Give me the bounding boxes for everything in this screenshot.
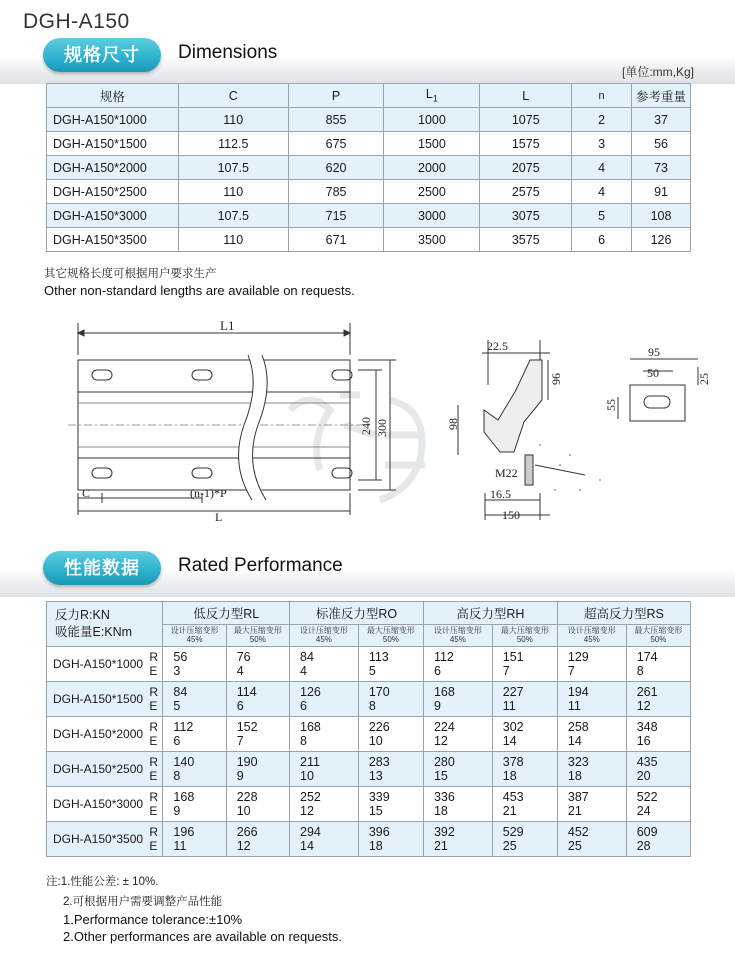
reaction-value: 283 <box>368 755 390 769</box>
performance-value-cell <box>423 717 492 752</box>
dimensions-model-cell: DGH-A150*3500 <box>47 228 179 252</box>
performance-row <box>47 752 691 787</box>
model-title: DGH-A150 <box>23 10 130 33</box>
energy-value: 11 <box>173 839 187 853</box>
performance-value-cell <box>492 682 557 717</box>
energy-value: 6 <box>433 664 441 678</box>
reaction-value: 339 <box>368 790 390 804</box>
dim-l1: L1 <box>220 318 235 333</box>
dimensions-value-cell: 2000 <box>384 156 480 180</box>
performance-value-cell <box>358 752 423 787</box>
energy-value: 10 <box>236 804 251 818</box>
reaction-value: 323 <box>567 755 589 769</box>
performance-value-cell <box>226 787 289 822</box>
reaction-letter: R <box>149 720 158 734</box>
corner-energy: 吸能量E:KNm <box>55 625 133 639</box>
energy-value: 15 <box>433 769 448 783</box>
header-l1-text: $L_1$ <box>425 87 438 104</box>
dimensions-value-cell: 855 <box>288 108 384 132</box>
reaction-value: 152 <box>236 720 258 734</box>
reaction-value: 113 <box>368 650 389 664</box>
energy-letter: E <box>149 734 158 748</box>
performance-value-cell <box>492 717 557 752</box>
deflection-percent: 45% <box>186 635 203 644</box>
performance-value-cell <box>626 647 690 682</box>
dimensions-row <box>47 156 691 180</box>
unit-note: [单位:mm,Kg] <box>622 65 695 79</box>
dim-22-5: 22.5 <box>487 339 508 353</box>
energy-value: 8 <box>368 699 376 713</box>
performance-value-cell <box>290 822 359 857</box>
dimensions-row <box>47 204 691 228</box>
performance-model-cell: DGH-A150*2000 <box>47 717 150 752</box>
performance-value-cell <box>163 752 226 787</box>
deflection-label: 最大压缩变形 <box>634 626 683 635</box>
dimensions-value-cell: 675 <box>288 132 384 156</box>
note-cn: 其它规格长度可根据用户要求生产 <box>44 268 217 280</box>
performance-model-cell: DGH-A150*2500 <box>47 752 150 787</box>
performance-value-cell <box>163 822 226 857</box>
dimensions-value-cell: 110 <box>178 108 288 132</box>
performance-value-cell <box>290 682 359 717</box>
energy-value: 8 <box>300 734 307 748</box>
performance-value-cell <box>423 822 492 857</box>
deflection-percent: 50% <box>382 635 399 644</box>
performance-value-cell <box>626 717 690 752</box>
dimensions-row <box>47 132 691 156</box>
reaction-value: 280 <box>433 755 455 769</box>
dimensions-value-cell: 2075 <box>480 156 572 180</box>
performance-value-cell <box>423 647 492 682</box>
reaction-value: 126 <box>300 685 321 699</box>
dim-240: 240 <box>359 417 373 435</box>
energy-value: 28 <box>636 839 651 853</box>
dimensions-value-cell: 107.5 <box>178 204 288 228</box>
dimensions-value-cell: 73 <box>632 156 691 180</box>
reaction-value: 114 <box>236 685 257 699</box>
performance-value-cell <box>358 822 423 857</box>
energy-value: 4 <box>300 664 307 678</box>
performance-value-cell <box>423 682 492 717</box>
dimensions-value-cell: 3 <box>572 132 632 156</box>
dimensions-value-cell: 1575 <box>480 132 572 156</box>
reaction-value: 529 <box>502 825 524 839</box>
dim-96: 96 <box>549 373 563 385</box>
header-l: L <box>480 84 572 108</box>
design-deflection-header <box>163 625 226 647</box>
dimensions-value-cell: 3075 <box>480 204 572 228</box>
dimensions-table <box>46 83 691 252</box>
dimensions-value-cell: 620 <box>288 156 384 180</box>
energy-value: 18 <box>567 769 582 783</box>
deflection-percent: 45% <box>449 635 466 644</box>
reaction-value: 140 <box>173 755 195 769</box>
energy-value: 7 <box>502 664 510 678</box>
performance-title-en: Rated Performance <box>178 555 343 576</box>
performance-value-cell <box>423 787 492 822</box>
reaction-letter: R <box>149 650 158 664</box>
performance-value-cell <box>290 787 359 822</box>
footnote-cn-2: 2.可根据用户需要调整产品性能 <box>63 896 223 908</box>
energy-value: 10 <box>300 769 314 783</box>
dim-l: L <box>215 510 223 524</box>
dimensions-pill: 规格尺寸 <box>43 38 161 72</box>
energy-value: 9 <box>236 769 244 783</box>
performance-value-cell <box>492 752 557 787</box>
header-p: P <box>288 84 384 108</box>
reaction-value: 151 <box>502 650 524 664</box>
energy-value: 4 <box>236 664 244 678</box>
energy-value: 20 <box>636 769 651 783</box>
dimensions-value-cell: 112.5 <box>178 132 288 156</box>
deflection-label: 设计压缩变形 <box>433 626 482 635</box>
performance-value-cell <box>290 717 359 752</box>
energy-value: 14 <box>502 734 517 748</box>
performance-value-cell <box>557 822 626 857</box>
dimensions-header-row <box>47 84 691 108</box>
reaction-value: 294 <box>300 825 321 839</box>
deflection-percent: 45% <box>315 635 332 644</box>
performance-value-cell <box>423 752 492 787</box>
deflection-label: 最大压缩变形 <box>366 626 415 635</box>
group-rs: 超高反力型RS <box>557 602 690 625</box>
performance-value-cell <box>626 822 690 857</box>
dimensions-value-cell: 110 <box>178 180 288 204</box>
energy-letter: E <box>149 804 158 818</box>
deflection-label: 最大压缩变形 <box>500 626 549 635</box>
reaction-letter: R <box>149 755 158 769</box>
reaction-value: 84 <box>300 650 314 664</box>
performance-value-cell <box>358 717 423 752</box>
dimensions-value-cell: 37 <box>632 108 691 132</box>
dimensions-value-cell: 110 <box>178 228 288 252</box>
performance-model-cell: DGH-A150*3500 <box>47 822 150 857</box>
dimensions-value-cell: 1500 <box>384 132 480 156</box>
performance-value-cell <box>290 752 359 787</box>
max-deflection-header <box>492 625 557 647</box>
performance-value-cell <box>557 682 626 717</box>
dimensions-value-cell: 107.5 <box>178 156 288 180</box>
deflection-label: 最大压缩变形 <box>233 626 282 635</box>
dimensions-row <box>47 108 691 132</box>
group-rl: 低反力型RL <box>163 602 290 625</box>
front-view <box>68 323 396 515</box>
performance-corner <box>47 602 163 647</box>
reaction-value: 252 <box>300 790 321 804</box>
performance-value-cell <box>626 752 690 787</box>
dim-55: 55 <box>604 399 618 411</box>
energy-value: 25 <box>502 839 517 853</box>
energy-value: 25 <box>567 839 582 853</box>
deflection-label: 设计压缩变形 <box>299 626 348 635</box>
reaction-value: 112 <box>173 720 194 734</box>
performance-row <box>47 682 691 717</box>
dimensions-value-cell: 108 <box>632 204 691 228</box>
reaction-value: 261 <box>636 685 658 699</box>
reaction-value: 392 <box>433 825 455 839</box>
energy-value: 6 <box>173 734 181 748</box>
energy-value: 11 <box>502 699 516 713</box>
energy-value: 21 <box>433 839 448 853</box>
reaction-value: 378 <box>502 755 524 769</box>
corner-reaction: 反力R:KN <box>55 608 110 622</box>
energy-value: 5 <box>173 699 181 713</box>
reaction-value: 302 <box>502 720 524 734</box>
dimensions-model-cell: DGH-A150*3000 <box>47 204 179 228</box>
group-rh: 高反力型RH <box>423 602 557 625</box>
reaction-value: 196 <box>173 825 195 839</box>
energy-value: 18 <box>502 769 517 783</box>
dimensions-value-cell: 671 <box>288 228 384 252</box>
dimensions-value-cell: 1000 <box>384 108 480 132</box>
dimensions-value-cell: 5 <box>572 204 632 228</box>
reaction-value: 84 <box>173 685 188 699</box>
performance-model-cell: DGH-A150*1000 <box>47 647 150 682</box>
performance-value-cell <box>358 787 423 822</box>
dim-c: C <box>82 486 91 500</box>
deflection-label: 设计压缩变形 <box>170 626 219 635</box>
dim-50: 50 <box>647 366 659 380</box>
energy-value: 12 <box>236 839 251 853</box>
performance-value-cell <box>226 647 289 682</box>
energy-value: 12 <box>636 699 651 713</box>
performance-re-cell <box>149 647 163 682</box>
header-c: C <box>178 84 288 108</box>
energy-value: 6 <box>236 699 244 713</box>
design-deflection-header <box>290 625 359 647</box>
dimensions-value-cell: 3000 <box>384 204 480 228</box>
reaction-value: 168 <box>433 685 455 699</box>
performance-re-cell <box>149 752 163 787</box>
performance-value-cell <box>492 822 557 857</box>
energy-value: 9 <box>173 804 181 818</box>
dimensions-title-en: Dimensions <box>178 42 278 63</box>
header-spec: 规格 <box>47 84 179 108</box>
energy-value: 9 <box>433 699 441 713</box>
deflection-label: 设计压缩变形 <box>567 626 616 635</box>
side-profile-view <box>458 340 585 520</box>
energy-value: 5 <box>368 664 376 678</box>
performance-table <box>46 601 691 857</box>
footnote-en-1: 1.Performance tolerance:±10% <box>63 912 243 927</box>
performance-value-cell <box>492 787 557 822</box>
energy-value: 21 <box>502 804 517 818</box>
performance-value-cell <box>557 647 626 682</box>
performance-value-cell <box>163 682 226 717</box>
reaction-letter: R <box>149 790 158 804</box>
header-l1 <box>384 84 480 108</box>
dimensions-value-cell: 4 <box>572 180 632 204</box>
design-deflection-header <box>557 625 626 647</box>
reaction-value: 190 <box>236 755 258 769</box>
performance-value-cell <box>290 647 359 682</box>
design-deflection-header <box>423 625 492 647</box>
energy-value: 7 <box>236 734 244 748</box>
dimensions-value-cell: 3575 <box>480 228 572 252</box>
dimensions-model-cell: DGH-A150*1500 <box>47 132 179 156</box>
reaction-value: 227 <box>502 685 524 699</box>
energy-value: 13 <box>368 769 383 783</box>
reaction-value: 435 <box>636 755 658 769</box>
performance-re-cell <box>149 822 163 857</box>
header-n: n <box>572 84 632 108</box>
performance-value-cell <box>163 647 226 682</box>
reaction-value: 266 <box>236 825 258 839</box>
performance-section-header <box>0 551 735 593</box>
reaction-value: 174 <box>636 650 658 664</box>
energy-value: 3 <box>173 664 181 678</box>
dimensions-value-cell: 2 <box>572 108 632 132</box>
reaction-value: 129 <box>567 650 589 664</box>
energy-value: 14 <box>567 734 582 748</box>
reaction-value: 396 <box>368 825 390 839</box>
performance-value-cell <box>626 682 690 717</box>
performance-re-cell <box>149 787 163 822</box>
performance-value-cell <box>492 647 557 682</box>
dimensions-model-cell: DGH-A150*2500 <box>47 180 179 204</box>
reaction-value: 348 <box>636 720 658 734</box>
energy-value: 18 <box>433 804 448 818</box>
energy-letter: E <box>149 664 158 678</box>
reaction-value: 76 <box>236 650 251 664</box>
reaction-value: 453 <box>502 790 524 804</box>
performance-value-cell <box>557 752 626 787</box>
performance-model-cell: DGH-A150*3000 <box>47 787 150 822</box>
reaction-value: 609 <box>636 825 658 839</box>
energy-value: 6 <box>300 699 307 713</box>
dimensions-value-cell: 2500 <box>384 180 480 204</box>
reaction-value: 258 <box>567 720 589 734</box>
performance-group-row <box>47 602 691 625</box>
group-ro: 标准反力型RO <box>290 602 424 625</box>
reaction-value: 112 <box>433 650 454 664</box>
dim-m22: M22 <box>495 466 518 480</box>
energy-letter: E <box>149 769 158 783</box>
deflection-percent: 50% <box>650 635 667 644</box>
performance-value-cell <box>358 682 423 717</box>
dimensions-value-cell: 4 <box>572 156 632 180</box>
reaction-value: 452 <box>567 825 589 839</box>
energy-value: 8 <box>636 664 644 678</box>
dimensions-model-cell: DGH-A150*2000 <box>47 156 179 180</box>
dimensions-value-cell: 3500 <box>384 228 480 252</box>
performance-value-cell <box>226 752 289 787</box>
reaction-value: 56 <box>173 650 188 664</box>
deflection-percent: 45% <box>583 635 600 644</box>
dimensions-value-cell: 785 <box>288 180 384 204</box>
reaction-value: 211 <box>300 755 320 769</box>
dim-98: 98 <box>446 418 460 430</box>
dim-16-5: 16.5 <box>490 487 511 501</box>
header-weight: 参考重量 <box>632 84 691 108</box>
dimensions-row <box>47 180 691 204</box>
dimensions-value-cell: 2575 <box>480 180 572 204</box>
reaction-value: 168 <box>173 790 195 804</box>
reaction-value: 194 <box>567 685 589 699</box>
energy-letter: E <box>149 839 158 853</box>
reaction-value: 168 <box>300 720 321 734</box>
reaction-letter: R <box>149 685 158 699</box>
max-deflection-header <box>626 625 690 647</box>
dimensions-value-cell: 91 <box>632 180 691 204</box>
reaction-value: 226 <box>368 720 390 734</box>
performance-model-cell: DGH-A150*1500 <box>47 682 150 717</box>
reaction-value: 522 <box>636 790 658 804</box>
performance-value-cell <box>626 787 690 822</box>
energy-value: 16 <box>636 734 651 748</box>
performance-value-cell <box>358 647 423 682</box>
performance-value-cell <box>557 717 626 752</box>
performance-value-cell <box>163 787 226 822</box>
deflection-percent: 50% <box>516 635 533 644</box>
max-deflection-header <box>358 625 423 647</box>
footnote-en-2: 2.Other performances are available on requests. <box>63 929 342 944</box>
dimensions-model-cell: DGH-A150*1000 <box>47 108 179 132</box>
reaction-value: 336 <box>433 790 455 804</box>
technical-drawing <box>40 315 720 527</box>
deflection-percent: 50% <box>249 635 266 644</box>
performance-row <box>47 647 691 682</box>
performance-value-cell <box>226 822 289 857</box>
performance-pill: 性能数据 <box>43 551 161 585</box>
performance-value-cell <box>163 717 226 752</box>
energy-value: 12 <box>433 734 448 748</box>
performance-re-cell <box>149 717 163 752</box>
performance-row <box>47 717 691 752</box>
reaction-value: 387 <box>567 790 589 804</box>
energy-value: 7 <box>567 664 575 678</box>
dimensions-value-cell: 715 <box>288 204 384 228</box>
performance-re-cell <box>149 682 163 717</box>
performance-value-cell <box>226 717 289 752</box>
dim-25: 25 <box>697 373 711 385</box>
performance-value-cell <box>226 682 289 717</box>
note-en: Other non-standard lengths are available on requests. <box>44 283 355 298</box>
energy-value: 10 <box>368 734 383 748</box>
energy-value: 18 <box>368 839 383 853</box>
energy-value: 14 <box>300 839 314 853</box>
dim-150: 150 <box>502 508 520 522</box>
dimensions-row <box>47 228 691 252</box>
dimensions-value-cell: 126 <box>632 228 691 252</box>
dim-300: 300 <box>375 419 389 437</box>
reaction-value: 224 <box>433 720 455 734</box>
energy-value: 15 <box>368 804 383 818</box>
reaction-letter: R <box>149 825 158 839</box>
reaction-value: 170 <box>368 685 390 699</box>
dimensions-value-cell: 56 <box>632 132 691 156</box>
energy-value: 24 <box>636 804 651 818</box>
performance-row <box>47 822 691 857</box>
energy-value: 11 <box>567 699 581 713</box>
dim-np: (n-1)*P <box>190 486 227 500</box>
footnote-cn-1: 注:1.性能公差: ± 10%. <box>46 876 159 888</box>
reaction-value: 228 <box>236 790 258 804</box>
dimensions-value-cell: 1075 <box>480 108 572 132</box>
energy-letter: E <box>149 699 158 713</box>
energy-value: 8 <box>173 769 181 783</box>
dimensions-value-cell: 6 <box>572 228 632 252</box>
max-deflection-header <box>226 625 289 647</box>
energy-value: 21 <box>567 804 582 818</box>
performance-row <box>47 787 691 822</box>
energy-value: 12 <box>300 804 314 818</box>
performance-value-cell <box>557 787 626 822</box>
dim-95: 95 <box>648 345 660 359</box>
